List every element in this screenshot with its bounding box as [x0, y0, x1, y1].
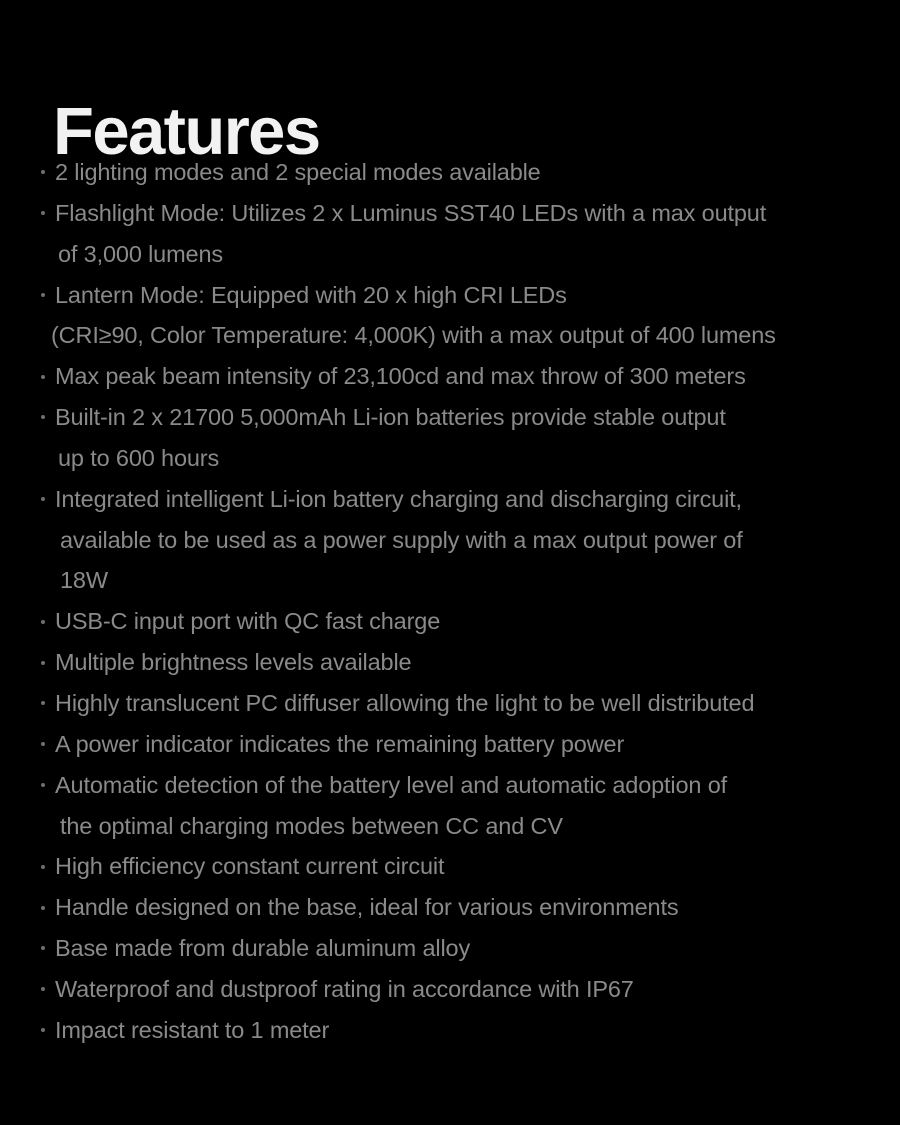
feature-text: A power indicator indicates the remaining battery power [55, 730, 625, 757]
feature-list-item-continuation [0, 560, 900, 601]
bullet-icon [41, 293, 45, 297]
feature-text: available to be used as a power supply with a max output power of [60, 526, 743, 553]
page-title: Features [53, 93, 320, 169]
feature-list-item-continuation [0, 234, 900, 275]
feature-list-item [0, 969, 900, 1010]
feature-list-item-continuation [0, 806, 900, 847]
feature-text: 18W [60, 567, 108, 594]
feature-list-item [0, 765, 900, 806]
feature-list-item [0, 724, 900, 765]
feature-text: High efficiency constant current circuit [55, 853, 445, 880]
bullet-icon [41, 620, 45, 624]
bullet-icon [41, 701, 45, 705]
bullet-icon [41, 783, 45, 787]
feature-text: Multiple brightness levels available [55, 649, 412, 676]
feature-text: Handle designed on the base, ideal for various environments [55, 894, 679, 921]
feature-list-item [0, 928, 900, 969]
feature-list-item [0, 397, 900, 438]
bullet-icon [41, 497, 45, 501]
bullet-icon [41, 865, 45, 869]
feature-text: 2 lighting modes and 2 special modes available [55, 159, 541, 185]
feature-text: Flashlight Mode: Utilizes 2 x Luminus SST40 LEDs with a max output [55, 199, 767, 226]
feature-text: Lantern Mode: Equipped with 20 x high CRI LEDs [55, 281, 567, 308]
feature-text: Waterproof and dustproof rating in accordance with IP67 [55, 975, 634, 1002]
bullet-icon [41, 375, 45, 379]
bullet-icon [41, 946, 45, 950]
bullet-icon [41, 661, 45, 665]
feature-text: (CRI≥90, Color Temperature: 4,000K) with a max output of 400 lumens [51, 322, 776, 349]
feature-list-item [0, 1010, 900, 1051]
bullet-icon [41, 987, 45, 991]
feature-text: Integrated intelligent Li-ion battery charging and discharging circuit, [55, 485, 742, 512]
feature-text: Highly translucent PC diffuser allowing the light to be well distributed [55, 689, 755, 716]
feature-list-item [0, 479, 900, 520]
feature-list-item [0, 887, 900, 928]
bullet-icon [41, 1028, 45, 1032]
feature-text: USB-C input port with QC fast charge [55, 608, 441, 635]
feature-list-item [0, 356, 900, 397]
feature-text: Max peak beam intensity of 23,100cd and max throw of 300 meters [55, 363, 746, 390]
feature-list-item [0, 152, 900, 193]
feature-text: Impact resistant to 1 meter [55, 1016, 330, 1043]
bullet-icon [41, 211, 45, 215]
feature-text: the optimal charging modes between CC and CV [60, 812, 563, 839]
feature-list-item [0, 193, 900, 234]
feature-text: Base made from durable aluminum alloy [55, 935, 471, 962]
feature-text: Automatic detection of the battery level and automatic adoption of [55, 771, 728, 798]
feature-list [0, 152, 900, 1051]
feature-text: Built-in 2 x 21700 5,000mAh Li-ion batteries provide stable output [55, 404, 726, 431]
feature-list-item [0, 642, 900, 683]
feature-list-item [0, 601, 900, 642]
feature-text: up to 600 hours [58, 444, 220, 471]
feature-list-item-continuation [0, 315, 900, 356]
feature-text: of 3,000 lumens [58, 240, 223, 267]
feature-list-item-continuation [0, 520, 900, 561]
feature-list-item [0, 275, 900, 316]
bullet-icon [41, 415, 45, 419]
feature-list-item [0, 683, 900, 724]
bullet-icon [41, 742, 45, 746]
bullet-icon [41, 906, 45, 910]
feature-list-item [0, 846, 900, 887]
feature-list-item-continuation [0, 438, 900, 479]
bullet-icon [41, 170, 45, 174]
